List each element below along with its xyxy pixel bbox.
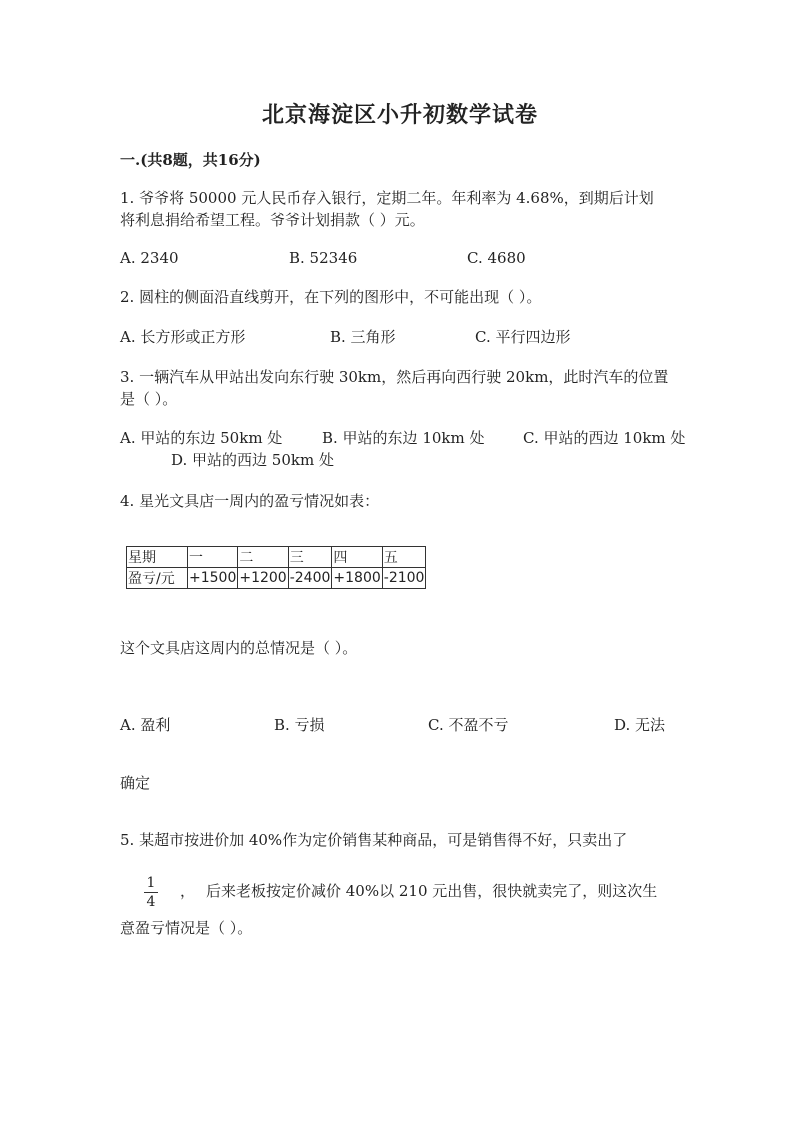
q4-option-b: B. 亏损	[274, 716, 325, 734]
q3-text-line1: 3. 一辆汽车从甲站出发向东行驶 30km，然后再向西行驶 20km，此时汽车的位置	[120, 368, 669, 386]
fraction-denominator: 4	[146, 894, 156, 910]
q5-comma: ，	[180, 882, 196, 900]
table-cell: 一	[188, 547, 238, 568]
table-cell: -2100	[382, 568, 426, 589]
q4-option-c: C. 不盈不亏	[428, 716, 509, 734]
q4-option-a: A. 盈利	[120, 716, 171, 734]
q1-text-line1: 1. 爷爷将 50000 元人民币存入银行，定期二年。年利率为 4.68%，到期后计划	[120, 189, 654, 207]
q4-text-line1: 4. 星光文具店一周内的盈亏情况如表：	[120, 492, 380, 510]
page-title: 北京海淀区小升初数学试卷	[261, 102, 538, 128]
profit-loss-table	[126, 546, 426, 589]
table-cell: 星期	[127, 547, 188, 568]
q2-option-c: C. 平行四边形	[475, 328, 571, 346]
q4-question: 这个文具店这周内的总情况是（ ）。	[120, 639, 358, 657]
q3-option-a: A. 甲站的东边 50km 处	[120, 429, 283, 447]
q3-option-b: B. 甲站的东边 10km 处	[322, 429, 485, 447]
table-cell: -2400	[288, 568, 332, 589]
q2-text-line1: 2. 圆柱的侧面沿直线剪开，在下列的图形中，不可能出现（ ）。	[120, 288, 542, 306]
q5-text-line2: 后来老板按定价减价 40%以 210 元出售，很快就卖完了，则这次生	[206, 882, 658, 900]
fraction-one-quarter	[140, 875, 162, 910]
q3-option-d: D. 甲站的西边 50km 处	[171, 451, 334, 469]
q4-option-d: D. 无法	[614, 716, 666, 734]
q2-option-a: A. 长方形或正方形	[120, 328, 246, 346]
q5-text-line1: 5. 某超市按进价加 40%作为定价销售某种商品，可是销售得不好，只卖出了	[120, 831, 628, 849]
q5-text-line3: 意盈亏情况是（ ）。	[120, 919, 253, 937]
fraction-numerator: 1	[146, 875, 156, 891]
table-cell: 三	[288, 547, 332, 568]
table-cell: +1800	[332, 568, 382, 589]
q1-text-line2: 将利息捐给希望工程。爷爷计划捐款（ ）元。	[120, 211, 425, 229]
table-cell: 二	[238, 547, 288, 568]
table-cell: +1200	[238, 568, 288, 589]
q3-option-c: C. 甲站的西边 10km 处	[523, 429, 686, 447]
table-cell: +1500	[188, 568, 238, 589]
table-header-row	[127, 547, 426, 568]
fraction-bar	[144, 892, 158, 893]
table-cell: 盈亏/元	[127, 568, 188, 589]
section-heading: 一.(共8题，共16分)	[120, 151, 261, 169]
q1-option-b: B. 52346	[289, 249, 358, 267]
q1-option-c: C. 4680	[467, 249, 526, 267]
q3-text-line2: 是（ ）。	[120, 390, 178, 408]
q4-option-d-continued: 确定	[120, 774, 151, 792]
table-cell: 四	[332, 547, 382, 568]
table-cell: 五	[382, 547, 426, 568]
q2-option-b: B. 三角形	[330, 328, 396, 346]
table-row	[127, 568, 426, 589]
q1-option-a: A. 2340	[120, 249, 179, 267]
